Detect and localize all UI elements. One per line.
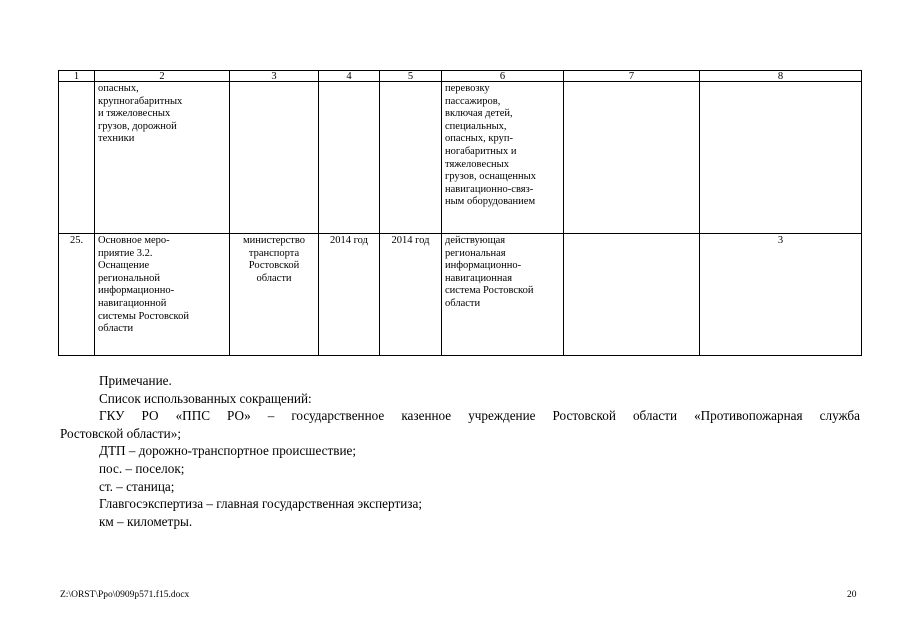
header-cell-7: 7: [563, 70, 700, 82]
header-cell-5: 5: [379, 70, 442, 82]
notes-section: [60, 372, 860, 530]
start-year: 2014 год: [330, 235, 368, 246]
header-cell-2: 2: [94, 70, 230, 82]
event-name: Основное меро- приятие 3.2. Оснащение региональной информационно- навигационной системы Ростовской области: [98, 235, 189, 335]
expected-result: действующая региональная информационно- навигационная система Ростовской области: [445, 235, 534, 309]
row-number: 25.: [69, 235, 84, 246]
abbr-gku-line1: ГКУ РО «ППС РО» – государственное казенное учреждение Ростовской области «Противопожарная служба: [99, 408, 860, 424]
continuation-col2: опасных, крупногабаритных и тяжеловесных грузов, дорожной техники: [98, 83, 183, 145]
abbr-pos: пос. – поселок;: [99, 460, 185, 476]
header-cell-8: 8: [699, 70, 862, 82]
abbreviations-title: Список использованных сокращений:: [99, 390, 312, 406]
abbr-dtp: ДТП – дорожно-транспортное происшествие;: [99, 443, 357, 459]
page-number: 20: [847, 590, 857, 600]
header-cell-1: 1: [58, 70, 95, 82]
footer-file-path: Z:\ORST\Ppo\0909p571.f15.docx: [60, 590, 190, 600]
col8-value: 3: [777, 235, 784, 246]
executor: министерство транспорта Ростовской области: [242, 235, 306, 284]
end-year: 2014 год: [391, 235, 430, 246]
abbr-glavgos: Главгосэкспертиза – главная государственная экспертиза;: [99, 496, 422, 512]
abbr-km: км – километры.: [99, 513, 193, 529]
header-cell-3: 3: [229, 70, 319, 82]
abbr-gku-line2: Ростовской области»;: [60, 425, 181, 441]
header-cell-4: 4: [318, 70, 380, 82]
continuation-col6: перевозку пассажиров, включая детей, специальных, опасных, круп- ногабаритных и тяжеловесных грузов, оснащенных навигационно-связ- ным оборудованием: [445, 83, 536, 208]
abbr-st: ст. – станица;: [99, 478, 175, 494]
header-cell-6: 6: [441, 70, 564, 82]
notes-title: Примечание.: [99, 373, 172, 388]
